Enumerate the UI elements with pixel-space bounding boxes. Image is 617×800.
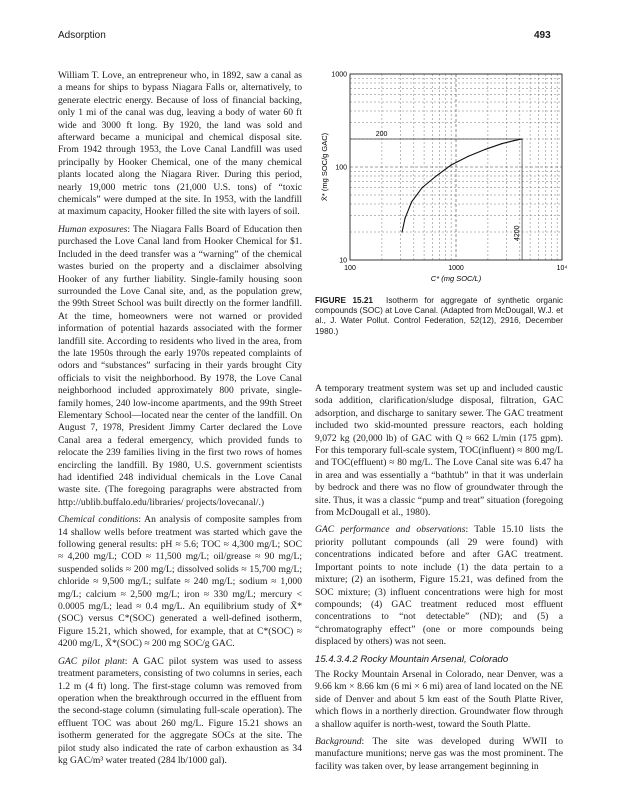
paragraph-body: : An analysis of composite samples from 14 shallow wells before treatment was started which gave the following general results: pH ≈ 5.6; TOC ≈ 4,300 mg/L; SOC ≈ 4,200 mg/L; COD ≈ 11,500 mg/L; oil/grease ≈ 90 mg/L; suspended solids ≈ 200 mg/L; dissolved solids ≈ 15,700 mg/L; chloride ≈ 9,500 mg/L; sulfate ≈ 240 mg/L; sodium ≈ 1,000 mg/L; calcium ≈ 2,500 mg/L; iron ≈ 330 mg/L; mercury < 0.0005 mg/L; lead ≈ 0.4 mg/L. An equilibrium study of X̄*(SOC) versus C*(SOC) generated a well-defined isotherm, Figure 15.21, which showed, for example, that at C*(SOC) ≈ 4200 mg/L, X̄*(SOC) ≈ 200 mg SOC/g GAC. — [58, 514, 302, 650]
paragraph: A temporary treatment system was set up and included caustic soda addition, clarification/sludge disposal, filtration, GAC adsorption, and discharge to sanitary sewer. The GAC treatment included two skid-mounted pressure reactors, each holding 9,072 kg (20,000 lb) of GAC with Q ≈ 662 L/min (175 gpm). For this temporary full-scale system, TOC(influent) ≈ 800 mg/L and TOC(effluent) ≈ 80 mg/L. The Love Canal site was 6.47 ha in area and was essentially a “bathtub” in that it was underlain by bedrock and there was no flow of groundwater through the site. Thus, it was a classic “pump and treat” situation (foregoing from McDougall et al., 1980). — [315, 383, 563, 519]
data-point — [501, 143, 502, 144]
figure-caption-text: Isotherm for aggregate of synthetic organic compounds (SOC) at Love Canal. (Adapted from McDougall, W.J. et al., J. Water Pollut. Control Federation, 52(12), 2916, December 1980.) — [315, 296, 563, 336]
x-axis-label: C* (mg SOC/L) — [430, 274, 482, 283]
data-point — [451, 164, 452, 165]
annotation-200: 200 — [375, 131, 388, 139]
paragraph — [315, 736, 563, 773]
paragraph-body: : The Niagara Falls Board of Education then purchased the Love Canal land from Hooker Chemical for $1. Included in the deed transfer was a “warning” of the chemical wastes buried on the property and a disclaimer absolving Hooker of any further liability. Single-family housing soon surrounded the Love Canal site, and, as the population grew, the 99th Street School was built directly on the former landfill. At the time, homeowners were not warned or provided information of potential hazards associated with the former landfill site. According to residents who lived in the area, from the late 1950s through the early 1970s repeated complaints of odors and “substances” surfacing in their yards brought City officials to visit the neighborhood. By 1978, the Love Canal neighborhood included approximately 800 private, single-family homes, 240 low-income apartments, and the 99th Street Elementary School—located near the center of the landfill. On August 7, 1978, President Jimmy Carter declared the Love Canal area a federal emergency, which provided funds to relocate the 239 families living in the first two rows of homes encircling the landfill. By 1980, U.S. government scientists had identified 248 individual chemicals in the Love Canal waste site. (The foregoing paragraphs were abstracted from http://ublib.buffalo.edu/libraries/ projects/lovecanal/.) — [58, 223, 302, 508]
paragraph: William T. Love, an entrepreneur who, in 1892, saw a canal as a means for ships to bypass Niagara Falls or, alternatively, to generate electric energy. Because of loss of financial backing, only 1 mi of the canal was dug, leaving a body of water 60 ft wide and 3000 ft long. By 1920, the land was sold and afterward became a municipal and chemical disposal site. From 1942 through 1953, the Love Canal Landfill was used principally by Hooker Chemical, one of the many chemical plants located along the Niagara River. During this period, nearly 19,000 metric tons (21,000 U.S. tons) of “toxic chemicals” were dumped at the site. In 1953, with the landfill at maximum capacity, Hooker filled the site with layers of soil. — [58, 70, 302, 218]
paragraph — [58, 514, 302, 650]
paragraph — [58, 224, 302, 509]
paragraph-body: : Table 15.10 lists the priority pollutant compounds (all 29 were found) with concentrations indicated before and after GAC treatment. Important points to note include (1) the data pertain to a mixture; (2) an isotherm, Figure 15.21, was defined from the SOC mixture; (3) influent concentrations were high for most compounds; (4) GAC treatment reduced most effluent concentrations to “not detectable” (ND); and (5) a “chromatography effect” (one or more compounds being displaced by others) was not seen. — [315, 524, 563, 648]
data-point — [513, 140, 514, 141]
paragraph — [315, 524, 563, 648]
left-column — [58, 70, 302, 772]
data-point — [401, 231, 402, 232]
paragraph-lead: Chemical conditions — [58, 514, 139, 526]
isotherm-curve — [402, 139, 522, 232]
x-tick-label: 100 — [344, 265, 356, 272]
y-tick-label: 1000 — [331, 71, 347, 79]
annotation-4200: 4200 — [514, 225, 522, 242]
figure-caption — [315, 296, 563, 337]
y-tick-label: 100 — [335, 164, 347, 172]
paragraph-lead: GAC pilot plant — [58, 655, 125, 667]
page-number: 493 — [534, 30, 551, 41]
data-point — [521, 138, 522, 139]
y-axis-label: X̄* (mg SOC/g GAC) — [320, 132, 329, 202]
paragraph-body: : A GAC pilot system was used to assess treatment parameters, consisting of two columns in series, each 1.2 m (4 ft) long. The first-stage column was removed from operation when the breakthrough occurred in the effluent from the second-stage column (simulating full-scale operation). The effluent TOC was about 260 mg/L. Figure 15.21 shows an isotherm generated for the aggregate SOCs at the site. The pilot study also indicated the rate of carbon exhaustion as 34 kg GAC/m³ water treated (284 lb/1000 gal). — [58, 655, 303, 766]
data-point — [404, 218, 405, 219]
data-point — [485, 149, 486, 150]
isotherm-chart — [310, 62, 570, 292]
running-header-section: Adsorption — [58, 30, 106, 41]
y-tick-label: 10 — [339, 257, 347, 265]
data-point — [411, 201, 412, 202]
x-tick-label: 10⁴ — [556, 265, 568, 272]
figure-label: FIGURE 15.21 — [315, 296, 373, 305]
x-tick-label: 1000 — [448, 265, 464, 272]
data-point — [436, 175, 437, 176]
paragraph — [58, 656, 302, 768]
data-point — [467, 156, 468, 157]
paragraph: The Rocky Mountain Arsenal in Colorado, near Denver, was a 9.66 km × 8.66 km (6 mi × 6 mi) area of land located on the NE side of Denver and about 5 km east of the South Platte River, which flows in a northerly direction. Groundwater flow through a shallow aquifer is north-west, toward the South Platte. — [315, 668, 563, 730]
paragraph-lead: Background — [315, 735, 362, 747]
data-point — [422, 187, 423, 188]
paragraph-lead: Human exposures — [58, 223, 128, 235]
paragraph-body: : The site was developed during WWII to manufacture munitions; nerve gas was the most prominent. The facility was taken over, by lease arrangement beginning in — [315, 735, 563, 772]
right-column — [315, 383, 563, 778]
paragraph-lead: GAC performance and observations — [315, 524, 466, 536]
subsection-heading: 15.4.3.4.2 Rocky Mountain Arsenal, Colorado — [315, 653, 509, 665]
